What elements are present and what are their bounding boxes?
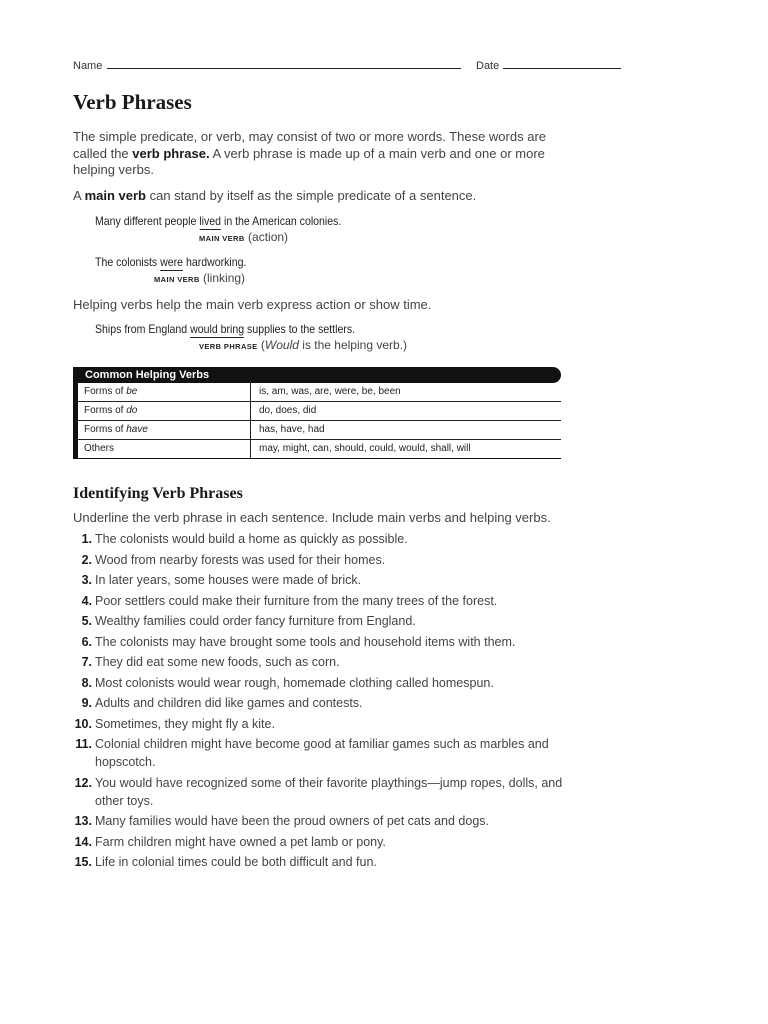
underlined-verb-phrase: would bring	[190, 322, 245, 336]
label-note: is the helping verb.)	[298, 338, 407, 352]
example-sentence-3	[95, 322, 355, 336]
item-number: 2.	[81, 552, 92, 567]
item-number: 15.	[74, 855, 92, 869]
item-text[interactable]: Farm children might have owned a pet lamb or pony.	[95, 834, 386, 849]
table-cell-verbs: may, might, can, should, could, would, shall, will	[259, 443, 471, 454]
item-number: 5.	[81, 614, 92, 628]
item-text[interactable]: Wood from nearby forests was used for their homes.	[95, 552, 386, 567]
exercise-list	[73, 530, 563, 874]
main-verb-paragraph	[73, 188, 563, 205]
item-number: 10.	[74, 716, 92, 731]
example-text: Many different people	[95, 214, 200, 228]
term-main-verb: main verb	[84, 188, 146, 203]
item-number: 14.	[74, 834, 92, 849]
list-item	[73, 715, 563, 733]
underlined-verb: were	[160, 255, 184, 269]
helping-verbs-paragraph: Helping verbs help the main verb express action or show time.	[73, 297, 432, 312]
main-verb-text-cont: can stand by itself as the simple predicate of a sentence.	[146, 188, 477, 203]
page-title: Verb Phrases	[73, 90, 192, 114]
section-title: Identifying Verb Phrases	[73, 485, 243, 502]
form-text: Forms of	[84, 405, 127, 416]
helping-verbs-table	[73, 367, 561, 459]
label-note: (action)	[244, 230, 289, 244]
list-item	[73, 633, 563, 651]
example-text: supplies to the settlers.	[244, 322, 356, 336]
form-verb: do	[126, 405, 138, 416]
item-number: 3.	[81, 573, 92, 587]
intro-text: The simple predicate, or verb, may consist of two or more words. These words are called the	[73, 129, 547, 161]
example-text: The colonists	[95, 255, 161, 269]
form-verb: be	[126, 386, 138, 397]
label-note: (	[257, 338, 265, 352]
table-row	[78, 421, 561, 440]
item-number: 7.	[81, 655, 92, 669]
table-cell-form	[78, 421, 251, 439]
list-item	[73, 674, 563, 692]
item-number: 8.	[81, 675, 92, 690]
list-item	[73, 612, 563, 630]
label-note-em: Would	[264, 338, 299, 352]
item-number: 13.	[74, 814, 92, 828]
table-row	[78, 440, 561, 459]
list-item	[73, 530, 563, 548]
item-text[interactable]: Wealthy families could order fancy furniture from England.	[95, 614, 416, 628]
table-row	[78, 383, 561, 402]
table-cell-verbs: is, am, was, are, were, be, been	[259, 386, 401, 397]
item-number: 1.	[81, 532, 92, 546]
table-row	[78, 402, 561, 421]
name-label: Name	[73, 60, 103, 72]
item-text[interactable]: Many families would have been the proud owners of pet cats and dogs.	[95, 814, 489, 828]
example-label-3	[199, 338, 407, 352]
table-cell-form	[78, 440, 251, 458]
item-number: 12.	[74, 775, 92, 790]
instructions: Underline the verb phrase in each sentence. Include main verbs and helping verbs.	[73, 510, 551, 525]
example-label-1	[199, 230, 288, 244]
list-item	[73, 774, 563, 810]
list-item	[73, 833, 563, 851]
item-text[interactable]: The colonists may have brought some tools and household items with them.	[95, 634, 516, 649]
list-item	[73, 571, 563, 589]
item-text[interactable]: They did eat some new foods, such as corn.	[95, 655, 340, 669]
item-text[interactable]: Life in colonial times could be both difficult and fun.	[95, 855, 377, 869]
main-verb-label: MAIN VERB	[154, 275, 200, 284]
main-verb-label: MAIN VERB	[199, 234, 245, 243]
item-number: 9.	[81, 696, 92, 710]
date-field-line[interactable]	[503, 68, 621, 69]
underlined-verb: lived	[199, 214, 222, 228]
form-text: Forms of	[84, 386, 127, 397]
table-cell-form	[78, 402, 251, 420]
table-cell-verbs: has, have, had	[259, 424, 325, 435]
item-text[interactable]: Colonial children might have become good at familiar games such as marbles and hopscotch.	[95, 737, 549, 769]
list-item	[73, 653, 563, 671]
main-verb-text: A	[73, 188, 85, 203]
list-item	[73, 694, 563, 712]
intro-paragraph	[73, 129, 563, 179]
date-label: Date	[476, 60, 500, 72]
item-text[interactable]: In later years, some houses were made of brick.	[95, 573, 362, 587]
list-item	[73, 592, 563, 610]
item-text[interactable]: Adults and children did like games and contests.	[95, 696, 363, 710]
list-item	[73, 812, 563, 830]
item-text[interactable]: The colonists would build a home as quickly as possible.	[95, 532, 408, 546]
intro-text-cont: A verb phrase is made up of a main verb and one or more helping verbs.	[73, 145, 545, 177]
example-text: in the American colonies.	[221, 214, 342, 228]
verb-phrase-label: VERB PHRASE	[199, 342, 258, 351]
item-text[interactable]: You would have recognized some of their favorite playthings—jump ropes, dolls, and other toys.	[95, 775, 563, 808]
item-text[interactable]: Sometimes, they might fly a kite.	[95, 716, 275, 731]
table-cell-form	[78, 383, 251, 401]
example-label-2	[154, 271, 245, 285]
form-text: Others	[84, 443, 115, 454]
term-verb-phrase: verb phrase.	[132, 145, 210, 161]
example-sentence-2	[95, 255, 246, 269]
item-text[interactable]: Poor settlers could make their furniture from the many trees of the forest.	[95, 593, 498, 608]
example-sentence-1	[95, 214, 341, 228]
list-item	[73, 551, 563, 569]
item-number: 6.	[81, 634, 92, 649]
label-note: (linking)	[199, 271, 246, 285]
table-title: Common Helping Verbs	[78, 367, 561, 383]
item-text[interactable]: Most colonists would wear rough, homemade clothing called homespun.	[95, 675, 494, 690]
form-text: Forms of	[84, 424, 127, 435]
form-verb: have	[126, 424, 148, 435]
list-item	[73, 853, 563, 871]
list-item	[73, 735, 563, 771]
item-number: 4.	[81, 593, 92, 608]
example-text: Ships from England	[95, 322, 191, 336]
table-cell-verbs: do, does, did	[259, 405, 317, 416]
name-field-line[interactable]	[107, 68, 461, 69]
example-text: hardworking.	[183, 255, 247, 269]
item-number: 11.	[75, 737, 92, 751]
